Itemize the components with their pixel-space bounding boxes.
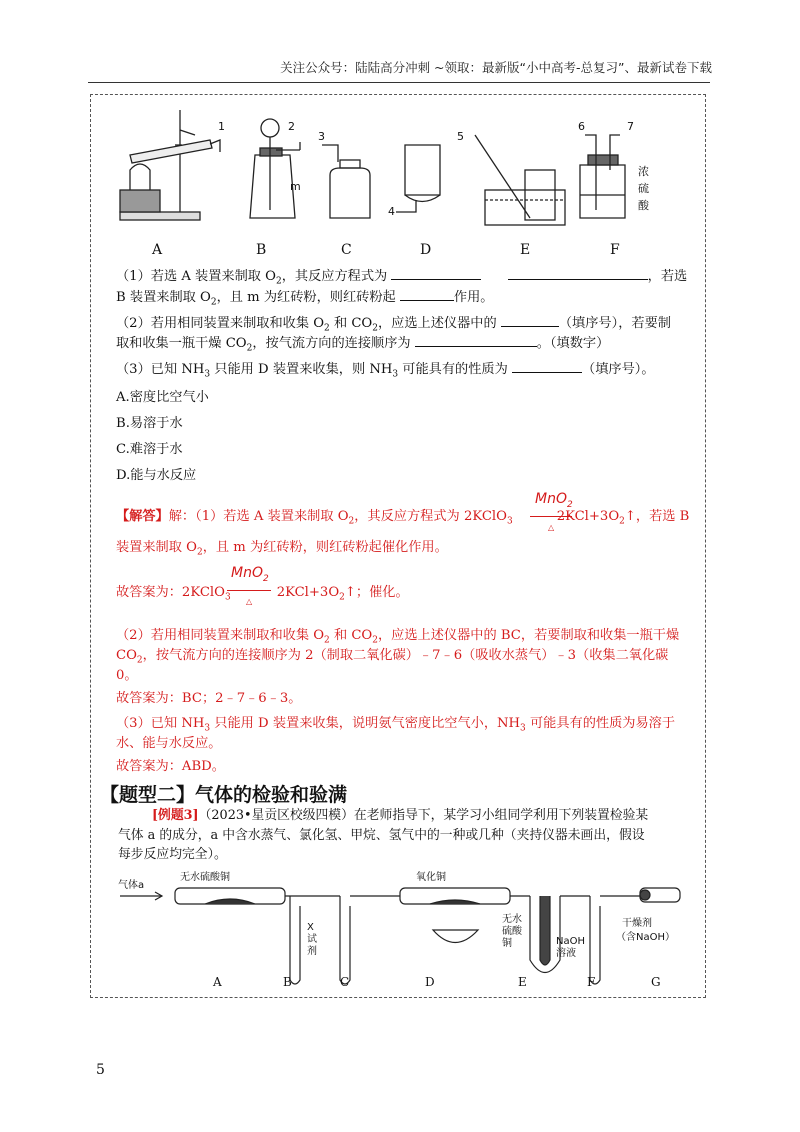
header-rule bbox=[88, 82, 710, 83]
port-2: 2 bbox=[288, 120, 295, 133]
section-title: 【题型二】气体的检验和验满 bbox=[100, 784, 348, 806]
answer-blank[interactable] bbox=[512, 360, 582, 373]
answer-line-1: 【解答】解：（1）若选 A 装置来制取 $O_2$，其反应方程式为 2KClO$_3$ $2KCl+3O_2↑$，若选 B bbox=[116, 509, 690, 527]
option-c: C.难溶于水 bbox=[116, 442, 183, 457]
answer-line-3: 故答案为：2KClO$_3$ $2KCl+3O_2↑$；催化。 bbox=[116, 585, 409, 603]
question-1-line-1: （1）若选 A 装置来制取 $O_2$，其反应方程式为 ，若选 bbox=[116, 269, 688, 287]
cuso4-side-2: 硫酸 bbox=[502, 926, 522, 937]
apparatus-a bbox=[120, 110, 220, 220]
x-reagent-label-3: 剂 bbox=[307, 946, 317, 957]
heat-symbol: △ bbox=[548, 523, 555, 532]
apparatus-b bbox=[250, 119, 300, 218]
heat-symbol: △ bbox=[246, 597, 253, 606]
question-3: （3）已知 $NH_3$ 只能用 D 装置来收集，则 $NH_3$ 可能具有的性质为 （填序号）。 bbox=[116, 362, 655, 380]
option-b: B.易溶于水 bbox=[116, 416, 183, 431]
acid-label-1: 浓 bbox=[638, 165, 649, 178]
port-1: 1 bbox=[218, 120, 225, 133]
example-3-line-1: [例题3]（2023•星贡区校级四模）在老师指导下，某学习小组同学利用下列装置检验某 bbox=[152, 808, 649, 823]
answer-line-4: （2）若用相同装置来制取和收集 $O_2$ 和 $CO_2$，应选上述仪器中的 BC，若要制取和收集一瓶干燥 bbox=[116, 628, 680, 646]
cuso4-label: 无水硫酸铜 bbox=[180, 872, 230, 883]
apparatus-c bbox=[322, 145, 370, 218]
cuo-label: 氧化铜 bbox=[416, 872, 446, 883]
fig-letter-c: C bbox=[341, 242, 352, 258]
port-6: 6 bbox=[578, 120, 585, 133]
answer-line-8: （3）已知 $NH_3$ 只能用 D 装置来收集，说明氨气密度比空气小，$NH_3$ 可能具有的性质为易溶于 bbox=[116, 716, 676, 734]
apparatus-e bbox=[475, 135, 565, 225]
gas-a-label: 气体a bbox=[118, 880, 145, 891]
port-3: 3 bbox=[318, 130, 325, 143]
fig-letter-e: E bbox=[520, 242, 531, 258]
acid-label-3: 酸 bbox=[638, 199, 649, 212]
fig-letter-b: B bbox=[256, 242, 267, 258]
fig-b-letter-d: D bbox=[425, 975, 435, 989]
apparatus-figure-bottom bbox=[100, 860, 700, 990]
cuso4-side-1: 无水 bbox=[502, 914, 522, 925]
apparatus-f bbox=[580, 135, 625, 218]
fig-b-letter-b: B bbox=[283, 975, 292, 989]
answer-blank[interactable] bbox=[391, 267, 481, 280]
dry-label-2: （含NaOH） bbox=[616, 932, 675, 943]
fig-letter-d: D bbox=[420, 242, 432, 258]
x-reagent-label-2: 试 bbox=[307, 934, 317, 945]
catalyst-label: MnO$_2$ bbox=[231, 565, 269, 584]
page-header: 关注公众号：陆陆高分冲刺 ~领取：最新版“小中高考-总复习”、最新试卷下载 bbox=[280, 60, 712, 75]
answer-blank[interactable] bbox=[415, 334, 537, 347]
option-d: D.能与水反应 bbox=[116, 468, 197, 483]
page-number: 5 bbox=[96, 1062, 105, 1078]
answer-line-5: $CO_2$，按气流方向的连接顺序为 2（制取二氧化碳）﹣7﹣6（吸收水蒸气）﹣3（收集二氧化碳 bbox=[116, 648, 669, 666]
answer-blank[interactable] bbox=[508, 267, 648, 280]
cuso4-side-3: 铜 bbox=[502, 938, 512, 949]
answer-line-10: 故答案为：ABD。 bbox=[116, 759, 225, 774]
dry-label-1: 干燥剂 bbox=[622, 918, 652, 929]
fig-b-letter-g: G bbox=[651, 975, 661, 989]
question-1-line-2: B 装置来制取 $O_2$，且 m 为红砖粉，则红砖粉起 作用。 bbox=[116, 290, 494, 308]
naoh-label-1: NaOH bbox=[556, 936, 585, 947]
port-7: 7 bbox=[627, 120, 634, 133]
fig-b-letter-e: E bbox=[518, 975, 527, 989]
fig-letter-a: A bbox=[152, 242, 163, 258]
m-label: m bbox=[290, 180, 301, 193]
catalyst-label: MnO$_2$ bbox=[535, 491, 573, 510]
port-5: 5 bbox=[457, 130, 464, 143]
naoh-label-2: 溶液 bbox=[556, 948, 576, 959]
apparatus-d bbox=[396, 145, 440, 212]
apparatus-figure-top bbox=[100, 100, 700, 260]
example-3-line-3: 每步反应均完全）。 bbox=[118, 847, 227, 862]
question-2-line-2: 取和收集一瓶干燥 $CO_2$，按气流方向的连接顺序为 。（填数字） bbox=[116, 336, 610, 354]
fig-b-letter-f: F bbox=[587, 975, 596, 989]
answer-blank[interactable] bbox=[400, 288, 454, 301]
fig-b-letter-c: C bbox=[340, 975, 350, 989]
fig-b-letter-a: A bbox=[213, 975, 222, 989]
answer-line-9: 水、能与水反应。 bbox=[116, 736, 222, 751]
example-3-line-2: 气体 a 的成分，a 中含水蒸气、氯化氢、甲烷、氢气中的一种或几种（夹持仪器未画出，假设 bbox=[118, 828, 645, 843]
answer-line-6: 0。 bbox=[116, 668, 138, 683]
answer-line-2: 装置来制取 $O_2$，且 m 为红砖粉，则红砖粉起催化作用。 bbox=[116, 540, 448, 558]
fig-letter-f: F bbox=[610, 242, 620, 258]
answer-line-7: 故答案为：BC；2﹣7﹣6﹣3。 bbox=[116, 691, 302, 706]
acid-label-2: 硫 bbox=[638, 182, 649, 195]
option-a: A.密度比空气小 bbox=[116, 390, 209, 405]
x-reagent-label-1: X bbox=[307, 922, 314, 933]
question-2-line-1: （2）若用相同装置来制取和收集 $O_2$ 和 $CO_2$，应选上述仪器中的 （填序号），若要制 bbox=[116, 316, 671, 334]
port-4: 4 bbox=[388, 205, 395, 218]
answer-blank[interactable] bbox=[501, 314, 559, 327]
